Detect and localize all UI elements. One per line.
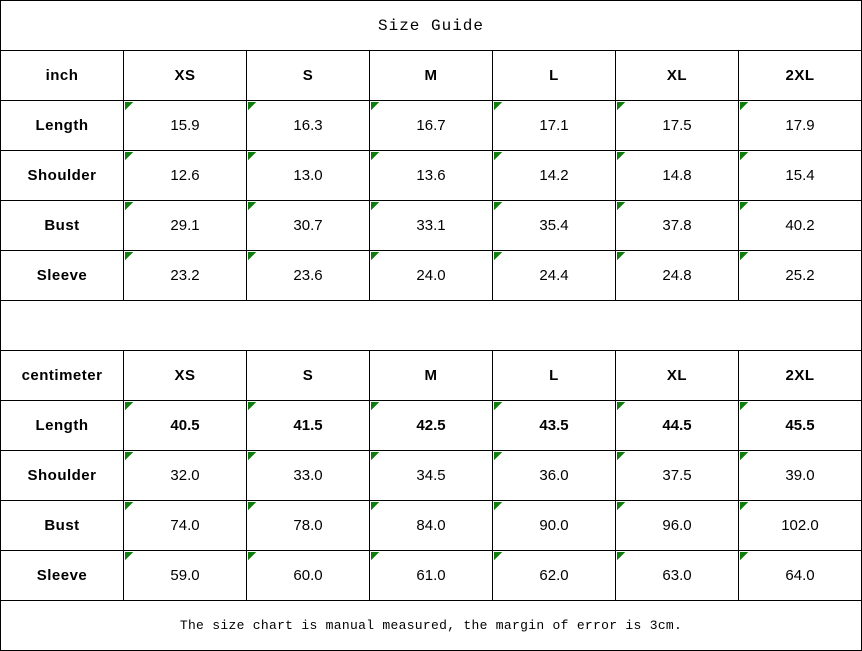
table-cell bbox=[124, 501, 247, 551]
cell-value: 40.2 bbox=[785, 217, 815, 234]
cell-value: 24.4 bbox=[539, 267, 569, 284]
green-corner-marker-icon bbox=[617, 402, 625, 410]
table-cell bbox=[247, 251, 370, 301]
green-corner-marker-icon bbox=[740, 402, 748, 410]
cell-value: 13.0 bbox=[293, 167, 323, 184]
table-cell bbox=[247, 101, 370, 151]
green-corner-marker-icon bbox=[494, 102, 502, 110]
green-corner-marker-icon bbox=[740, 202, 748, 210]
table-cell bbox=[739, 401, 862, 451]
inch-header-row bbox=[1, 51, 862, 101]
green-corner-marker-icon bbox=[248, 252, 256, 260]
cell-value: 37.8 bbox=[662, 217, 692, 234]
table-cell bbox=[616, 501, 739, 551]
green-corner-marker-icon bbox=[125, 152, 133, 160]
spacer-row bbox=[1, 301, 862, 351]
cell-value: 30.7 bbox=[293, 217, 323, 234]
table-cell bbox=[493, 101, 616, 151]
table-cell bbox=[739, 501, 862, 551]
cell-value: 17.1 bbox=[539, 117, 569, 134]
table-cell bbox=[370, 551, 493, 601]
cell-value: 25.2 bbox=[785, 267, 815, 284]
cell-value: 33.0 bbox=[293, 467, 323, 484]
column-header-m: M bbox=[370, 51, 493, 101]
column-header-s: S bbox=[247, 351, 370, 401]
unit-header-centimeter: centimeter bbox=[1, 351, 124, 401]
table-cell bbox=[739, 151, 862, 201]
table-cell bbox=[247, 551, 370, 601]
cell-value: 32.0 bbox=[170, 467, 200, 484]
cell-value: 37.5 bbox=[662, 467, 692, 484]
cell-value: 23.6 bbox=[293, 267, 323, 284]
cell-value: 60.0 bbox=[293, 567, 323, 584]
table-cell bbox=[247, 401, 370, 451]
green-corner-marker-icon bbox=[740, 152, 748, 160]
column-header-2xl: 2XL bbox=[739, 351, 862, 401]
green-corner-marker-icon bbox=[371, 202, 379, 210]
cell-value: 16.7 bbox=[416, 117, 446, 134]
green-corner-marker-icon bbox=[494, 152, 502, 160]
table-cell bbox=[493, 501, 616, 551]
green-corner-marker-icon bbox=[248, 452, 256, 460]
table-cell bbox=[370, 101, 493, 151]
cell-value: 36.0 bbox=[539, 467, 569, 484]
centimeter-header-row bbox=[1, 351, 862, 401]
green-corner-marker-icon bbox=[617, 102, 625, 110]
cell-value: 45.5 bbox=[785, 417, 815, 434]
green-corner-marker-icon bbox=[248, 202, 256, 210]
green-corner-marker-icon bbox=[371, 252, 379, 260]
green-corner-marker-icon bbox=[248, 102, 256, 110]
table-cell bbox=[739, 451, 862, 501]
green-corner-marker-icon bbox=[740, 252, 748, 260]
green-corner-marker-icon bbox=[371, 502, 379, 510]
green-corner-marker-icon bbox=[371, 452, 379, 460]
cell-value: 15.9 bbox=[170, 117, 200, 134]
table-cell bbox=[739, 101, 862, 151]
cell-value: 96.0 bbox=[662, 517, 692, 534]
green-corner-marker-icon bbox=[494, 552, 502, 560]
cell-value: 29.1 bbox=[170, 217, 200, 234]
footer-row bbox=[1, 601, 862, 651]
green-corner-marker-icon bbox=[248, 152, 256, 160]
cell-value: 102.0 bbox=[781, 517, 819, 534]
table-cell bbox=[124, 251, 247, 301]
row-label-sleeve-cm: Sleeve bbox=[1, 551, 124, 601]
table-cell bbox=[739, 251, 862, 301]
table-cell bbox=[247, 451, 370, 501]
green-corner-marker-icon bbox=[494, 252, 502, 260]
cell-value: 13.6 bbox=[416, 167, 446, 184]
table-cell bbox=[739, 551, 862, 601]
table-cell bbox=[370, 151, 493, 201]
cell-value: 35.4 bbox=[539, 217, 569, 234]
table-row bbox=[1, 251, 862, 301]
table-cell bbox=[739, 201, 862, 251]
table-row bbox=[1, 151, 862, 201]
row-label-bust-inch: Bust bbox=[1, 201, 124, 251]
cell-value: 63.0 bbox=[662, 567, 692, 584]
column-header-s: S bbox=[247, 51, 370, 101]
table-cell bbox=[493, 551, 616, 601]
green-corner-marker-icon bbox=[740, 102, 748, 110]
cell-value: 24.0 bbox=[416, 267, 446, 284]
cell-value: 14.2 bbox=[539, 167, 569, 184]
green-corner-marker-icon bbox=[371, 102, 379, 110]
green-corner-marker-icon bbox=[125, 452, 133, 460]
column-header-l: L bbox=[493, 51, 616, 101]
table-cell bbox=[124, 401, 247, 451]
cell-value: 15.4 bbox=[785, 167, 815, 184]
green-corner-marker-icon bbox=[125, 402, 133, 410]
cell-value: 59.0 bbox=[170, 567, 200, 584]
table-row bbox=[1, 451, 862, 501]
cell-value: 90.0 bbox=[539, 517, 569, 534]
green-corner-marker-icon bbox=[125, 252, 133, 260]
green-corner-marker-icon bbox=[494, 502, 502, 510]
table-cell bbox=[616, 101, 739, 151]
cell-value: 17.9 bbox=[785, 117, 815, 134]
cell-value: 14.8 bbox=[662, 167, 692, 184]
cell-value: 16.3 bbox=[293, 117, 323, 134]
table-cell bbox=[124, 101, 247, 151]
green-corner-marker-icon bbox=[125, 552, 133, 560]
table-row bbox=[1, 101, 862, 151]
cell-value: 84.0 bbox=[416, 517, 446, 534]
table-cell bbox=[493, 151, 616, 201]
table-cell bbox=[493, 451, 616, 501]
table-cell bbox=[124, 551, 247, 601]
table-cell bbox=[247, 151, 370, 201]
table-cell bbox=[493, 201, 616, 251]
table-row bbox=[1, 501, 862, 551]
cell-value: 12.6 bbox=[170, 167, 200, 184]
table-cell bbox=[370, 501, 493, 551]
table-row bbox=[1, 401, 862, 451]
table-cell bbox=[616, 451, 739, 501]
green-corner-marker-icon bbox=[125, 102, 133, 110]
green-corner-marker-icon bbox=[617, 202, 625, 210]
green-corner-marker-icon bbox=[617, 452, 625, 460]
page-title: Size Guide bbox=[1, 1, 862, 51]
column-header-l: L bbox=[493, 351, 616, 401]
green-corner-marker-icon bbox=[494, 202, 502, 210]
column-header-xl: XL bbox=[616, 351, 739, 401]
title-row bbox=[1, 1, 862, 51]
row-label-length-cm: Length bbox=[1, 401, 124, 451]
table-row bbox=[1, 201, 862, 251]
green-corner-marker-icon bbox=[617, 252, 625, 260]
cell-value: 23.2 bbox=[170, 267, 200, 284]
column-header-m: M bbox=[370, 351, 493, 401]
table-cell bbox=[616, 401, 739, 451]
cell-value: 42.5 bbox=[416, 417, 446, 434]
table-cell bbox=[370, 451, 493, 501]
table-cell bbox=[124, 451, 247, 501]
cell-value: 41.5 bbox=[293, 417, 323, 434]
table-cell bbox=[370, 401, 493, 451]
green-corner-marker-icon bbox=[494, 452, 502, 460]
table-cell bbox=[124, 201, 247, 251]
table-cell bbox=[616, 201, 739, 251]
green-corner-marker-icon bbox=[125, 202, 133, 210]
table-row bbox=[1, 551, 862, 601]
row-label-sleeve-inch: Sleeve bbox=[1, 251, 124, 301]
green-corner-marker-icon bbox=[740, 452, 748, 460]
footer-note: The size chart is manual measured, the margin of error is 3cm. bbox=[1, 601, 862, 651]
column-header-xs: XS bbox=[124, 51, 247, 101]
table-cell bbox=[616, 551, 739, 601]
green-corner-marker-icon bbox=[617, 152, 625, 160]
green-corner-marker-icon bbox=[740, 502, 748, 510]
cell-value: 62.0 bbox=[539, 567, 569, 584]
green-corner-marker-icon bbox=[371, 402, 379, 410]
green-corner-marker-icon bbox=[617, 502, 625, 510]
cell-value: 61.0 bbox=[416, 567, 446, 584]
cell-value: 64.0 bbox=[785, 567, 815, 584]
row-label-shoulder-inch: Shoulder bbox=[1, 151, 124, 201]
cell-value: 44.5 bbox=[662, 417, 692, 434]
green-corner-marker-icon bbox=[248, 552, 256, 560]
table-cell bbox=[370, 251, 493, 301]
green-corner-marker-icon bbox=[248, 502, 256, 510]
green-corner-marker-icon bbox=[125, 502, 133, 510]
green-corner-marker-icon bbox=[248, 402, 256, 410]
cell-value: 34.5 bbox=[416, 467, 446, 484]
row-label-shoulder-cm: Shoulder bbox=[1, 451, 124, 501]
cell-value: 43.5 bbox=[539, 417, 569, 434]
row-label-bust-cm: Bust bbox=[1, 501, 124, 551]
table-cell bbox=[370, 201, 493, 251]
cell-value: 74.0 bbox=[170, 517, 200, 534]
green-corner-marker-icon bbox=[740, 552, 748, 560]
column-header-xs: XS bbox=[124, 351, 247, 401]
row-label-length-inch: Length bbox=[1, 101, 124, 151]
table-cell bbox=[616, 251, 739, 301]
unit-header-inch: inch bbox=[1, 51, 124, 101]
green-corner-marker-icon bbox=[371, 152, 379, 160]
cell-value: 33.1 bbox=[416, 217, 446, 234]
cell-value: 17.5 bbox=[662, 117, 692, 134]
table-cell bbox=[247, 501, 370, 551]
table-cell bbox=[493, 401, 616, 451]
green-corner-marker-icon bbox=[494, 402, 502, 410]
green-corner-marker-icon bbox=[371, 552, 379, 560]
table-cell bbox=[616, 151, 739, 201]
spacer-cell bbox=[1, 301, 862, 351]
cell-value: 24.8 bbox=[662, 267, 692, 284]
table-cell bbox=[493, 251, 616, 301]
cell-value: 40.5 bbox=[170, 417, 200, 434]
cell-value: 39.0 bbox=[785, 467, 815, 484]
green-corner-marker-icon bbox=[617, 552, 625, 560]
cell-value: 78.0 bbox=[293, 517, 323, 534]
column-header-xl: XL bbox=[616, 51, 739, 101]
table-cell bbox=[247, 201, 370, 251]
table-cell bbox=[124, 151, 247, 201]
column-header-2xl: 2XL bbox=[739, 51, 862, 101]
